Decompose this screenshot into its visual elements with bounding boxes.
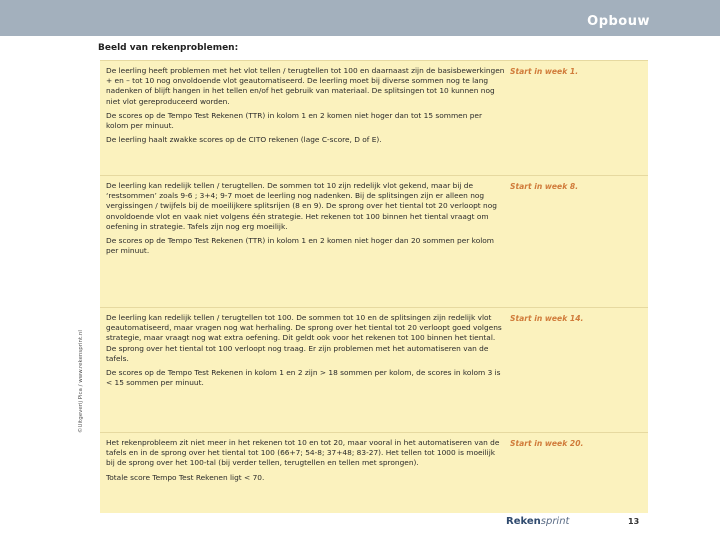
problem-block-1 xyxy=(100,60,648,175)
block-body xyxy=(106,438,506,487)
brand-sprint: sprint xyxy=(540,516,570,527)
problem-block-2 xyxy=(100,175,648,307)
start-week-label: Start in week 8. xyxy=(510,182,579,191)
block-paragraph: De leerling kan redelijk tellen / terugtellen. De sommen tot 10 zijn redelijk vlot gekend, maar bij de ‘restsommen’ zoals 9-6 ; 3+4; 9-7 moet de leerling nog nadenken. Bij de splitsingen zijn er alleen nog vergissingen / twijfels bij de moeilijkere splitsrijen (8 en 9). De sprong over het tiental tot 20 verloopt nog onvoldoende vlot en vaak niet volgens één strategie. Het rekenen tot 100 binnen het tiental vraagt om oefening in strategie. Tafels zijn nog erg moeilijk. xyxy=(106,181,497,231)
header-title: Opbouw xyxy=(587,14,650,29)
block-paragraph: Het rekenprobleem zit niet meer in het rekenen tot 10 en tot 20, maar vooral in het automatiseren van de tafels en in de sprong over het tiental tot 100 (66+7; 54-8; 37+48; 83-27). Het tellen tot 1000 is moeilijk bij de sprong over het 100-tal (bij verder tellen, terugtellen en tellen met sprongen). xyxy=(106,438,500,468)
brand-reken: Reken xyxy=(506,516,541,527)
section-title: Beeld van rekenproblemen: xyxy=(98,43,239,53)
block-paragraph: De leerling haalt zwakke scores op de CITO rekenen (lage C-score, D of E). xyxy=(106,135,382,145)
block-paragraph: De scores op de Tempo Test Rekenen in kolom 1 en 2 zijn > 18 sommen per kolom, de scores in kolom 3 is < 15 sommen per minuut. xyxy=(106,368,501,388)
block-body xyxy=(106,66,506,149)
start-week-label: Start in week 14. xyxy=(510,314,584,323)
block-paragraph: De scores op de Tempo Test Rekenen (TTR) in kolom 1 en 2 komen niet hoger dan 20 sommen per kolom per minuut. xyxy=(106,236,494,256)
block-body xyxy=(106,313,506,392)
block-paragraph: De leerling kan redelijk tellen / terugtellen tot 100. De sommen tot 10 en de splitsingen zijn redelijk vlot geautomatiseerd, maar vragen nog wat herhaling. De sprong over het tiental tot 20 verloopt goed volgens strategie, maar vraagt nog wat extra oefening. Dit geldt ook voor het rekenen tot 100 binnen het tiental. De sprong over het tiental tot 100 verloopt nog traag. Er zijn problemen met het automatiseren van de tafels. xyxy=(106,313,502,363)
block-paragraph: De scores op de Tempo Test Rekenen (TTR) in kolom 1 en 2 komen niet hoger dan tot 15 sommen per kolom per minuut. xyxy=(106,110,483,131)
page-number: 13 xyxy=(628,517,640,526)
footer-brand xyxy=(506,516,569,527)
start-week-label: Start in week 20. xyxy=(510,439,584,448)
block-paragraph: Totale score Tempo Test Rekenen ligt < 70. xyxy=(106,472,265,482)
problem-block-4 xyxy=(100,432,648,513)
block-body xyxy=(106,181,506,260)
side-caption: ©Uitgeverij Pica / www.rekensprint.nl xyxy=(78,330,84,433)
problem-block-3 xyxy=(100,307,648,432)
start-week-label: Start in week 1. xyxy=(510,67,579,76)
block-paragraph: De leerling heeft problemen met het vlot tellen / terugtellen tot 100 en daarnaast zijn de basisbewerkingen + en – tot 10 nog onvoldoende vlot geautomatiseerd. De leerling moet bij diverse sommen nog te lang nadenken of blijft hangen in het tellen en/of het gebruik van materiaal. De splitsingen tot 10 kunnen nog niet vlot gereproduceerd worden. xyxy=(106,66,505,106)
